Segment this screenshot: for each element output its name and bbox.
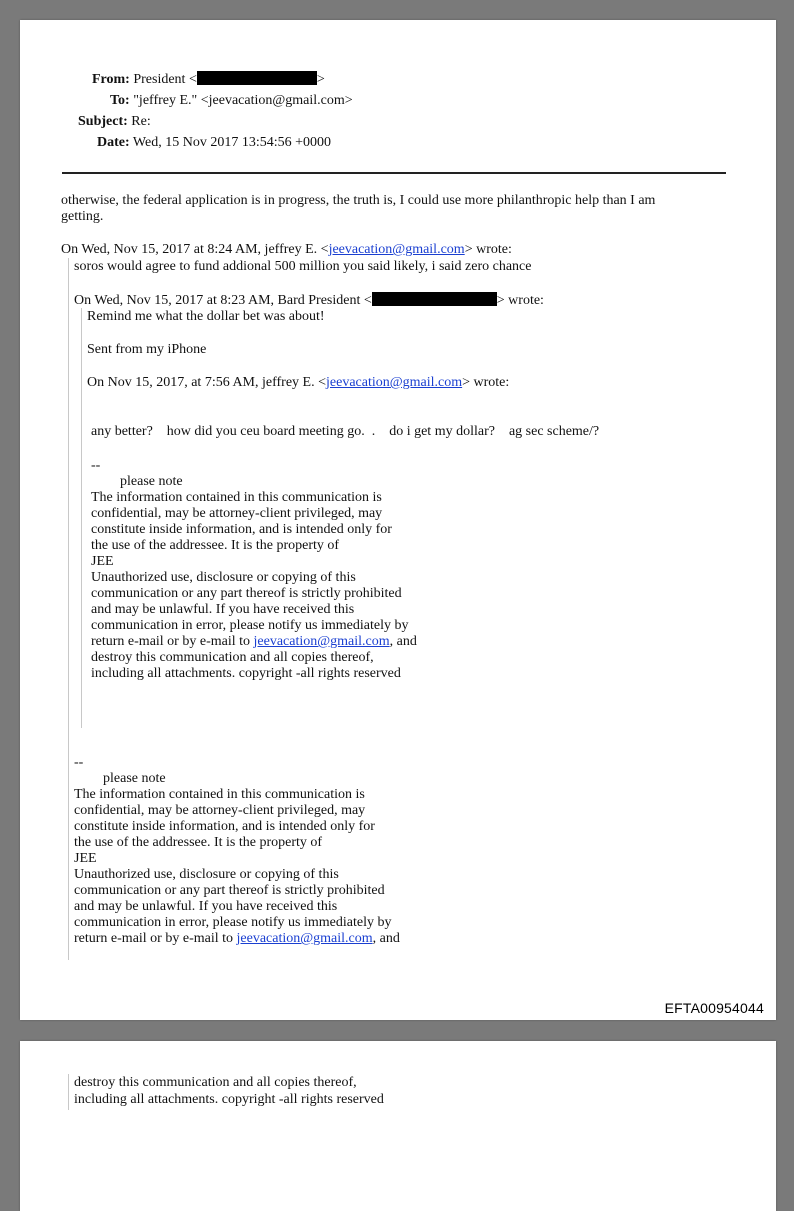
date-label: Date:: [97, 135, 130, 150]
disclaimer-please-note: please note: [103, 771, 166, 786]
disclaimer-line: The information contained in this communication is: [91, 490, 382, 505]
disclaimer-line: confidential, may be attorney-client privileged, may: [74, 803, 366, 818]
quote2-line-1: Remind me what the dollar bet was about!: [87, 309, 325, 324]
quote3-intro-prefix: On Nov 15, 2017, at 7:56 AM, jeffrey E. <: [87, 375, 326, 390]
quote2-intro-suffix: > wrote:: [496, 293, 544, 308]
disclaimer-email-suffix: , and: [389, 634, 417, 649]
disclaimer-line: [74, 931, 400, 947]
disclaimer-line: including all attachments. copyright -all rights reserved: [91, 666, 401, 681]
disclaimer-line: and may be unlawful. If you have received this: [74, 899, 338, 914]
quote3-bar: [81, 391, 82, 691]
disclaimer-line: constitute inside information, and is intended only for: [74, 819, 375, 834]
quote1-text: soros would agree to fund addional 500 million you said likely, i said zero chance: [74, 259, 532, 274]
disclaimer-line: destroy this communication and all copies thereof,: [91, 650, 374, 665]
disclaimer-line: The information contained in this communication is: [74, 787, 365, 802]
disclaimer-line: including all attachments. copyright -all rights reserved: [74, 1092, 384, 1107]
quote1-intro-prefix: On Wed, Nov 15, 2017 at 8:24 AM, jeffrey E. <: [61, 242, 329, 257]
from-suffix: >: [316, 72, 325, 87]
header-from: [92, 70, 325, 89]
disclaimer-line: JEE: [74, 851, 97, 866]
document-page-1: [20, 20, 776, 1020]
subject-label: Subject:: [78, 114, 128, 129]
quote1-bar: [68, 258, 69, 960]
quote2-intro-prefix: On Wed, Nov 15, 2017 at 8:23 AM, Bard President <: [74, 293, 372, 308]
quote2-intro: [74, 292, 544, 309]
disclaimer-email-link[interactable]: jeevacation@gmail.com: [253, 634, 390, 649]
disclaimer-please-note: please note: [120, 474, 183, 489]
disclaimer-dashes: --: [74, 755, 84, 770]
quote1-intro: [61, 242, 512, 258]
disclaimer-email-link[interactable]: jeevacation@gmail.com: [236, 931, 373, 946]
header-date: [97, 133, 331, 152]
disclaimer-line: JEE: [91, 554, 114, 569]
quote3-intro: [87, 375, 509, 391]
disclaimer-line: communication in error, please notify us immediately by: [74, 915, 392, 930]
body-line-1: otherwise, the federal application is in progress, the truth is, I could use more philanthropic help than I am: [61, 193, 656, 208]
from-value: President <: [133, 72, 197, 87]
disclaimer-email-suffix: , and: [372, 931, 400, 946]
quote3-text: any better? how did you ceu board meeting go. . do i get my dollar? ag sec scheme/?: [91, 424, 600, 439]
quote3-email-link[interactable]: jeevacation@gmail.com: [326, 375, 463, 390]
disclaimer-dashes: --: [91, 458, 101, 473]
disclaimer-line: the use of the addressee. It is the property of: [91, 538, 340, 553]
header-divider: [62, 172, 726, 174]
disclaimer-line: Unauthorized use, disclosure or copying of this: [74, 867, 339, 882]
redaction-bar: [197, 71, 317, 85]
document-page-2: [20, 1041, 776, 1211]
disclaimer-line: communication or any part thereof is strictly prohibited: [74, 883, 385, 898]
quote2-line-2: Sent from my iPhone: [87, 342, 207, 357]
disclaimer-line: communication or any part thereof is strictly prohibited: [91, 586, 402, 601]
from-label: From:: [92, 72, 130, 87]
disclaimer-line: constitute inside information, and is intended only for: [91, 522, 392, 537]
disclaimer-line: destroy this communication and all copies thereof,: [74, 1075, 357, 1090]
disclaimer-line: [91, 634, 417, 650]
to-label: To:: [110, 93, 130, 108]
to-value: "jeffrey E." <jeevacation@gmail.com>: [133, 93, 353, 108]
header-subject: [78, 112, 151, 131]
disclaimer-line: Unauthorized use, disclosure or copying of this: [91, 570, 356, 585]
date-value: Wed, 15 Nov 2017 13:54:56 +0000: [132, 135, 331, 150]
disclaimer-email-prefix: return e-mail or by e-mail to: [74, 931, 237, 946]
disclaimer-line: confidential, may be attorney-client privileged, may: [91, 506, 383, 521]
quote1-bar-continued: [68, 1074, 69, 1110]
disclaimer-email-prefix: return e-mail or by e-mail to: [91, 634, 254, 649]
bates-stamp: EFTA00954044: [664, 1000, 764, 1016]
quote3-intro-suffix: > wrote:: [462, 375, 510, 390]
redaction-bar: [372, 292, 497, 306]
quote1-intro-suffix: > wrote:: [464, 242, 512, 257]
disclaimer-line: and may be unlawful. If you have received this: [91, 602, 355, 617]
disclaimer-line: communication in error, please notify us immediately by: [91, 618, 409, 633]
subject-value: Re:: [131, 114, 151, 129]
header-to: [110, 91, 353, 110]
quote1-email-link[interactable]: jeevacation@gmail.com: [328, 242, 465, 257]
body-line-2: getting.: [61, 209, 104, 224]
disclaimer-line: the use of the addressee. It is the property of: [74, 835, 323, 850]
